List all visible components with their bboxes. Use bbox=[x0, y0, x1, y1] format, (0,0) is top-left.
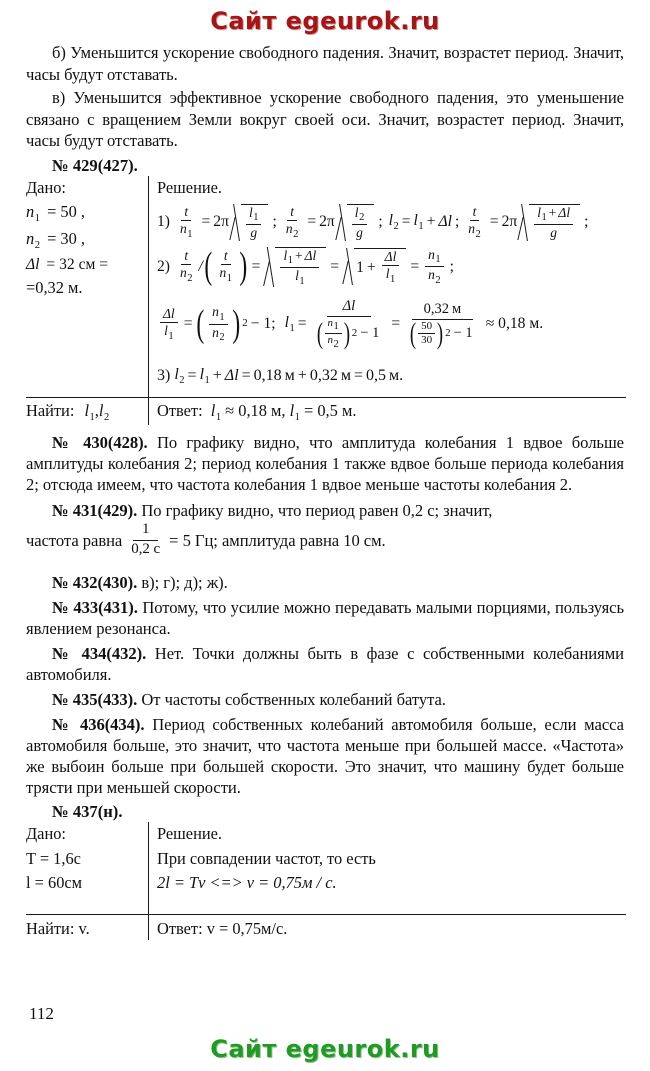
frac-num: $l_1 + \Delta l$ bbox=[280, 249, 319, 269]
semicolon-2: ; bbox=[378, 213, 383, 231]
frac-t-over-n2 bbox=[283, 205, 302, 240]
problem-432-paragraph bbox=[26, 572, 624, 593]
problem-433-text: Потому, что усилие можно передавать малыми порциями, пользуясь явлением резонанса. bbox=[26, 597, 624, 639]
frac-num: t bbox=[181, 205, 191, 221]
frac-num: n1 bbox=[325, 318, 342, 334]
sqrt-one-plus-dl-over-l1 bbox=[344, 248, 406, 285]
solution-label: Решение. bbox=[157, 824, 222, 844]
problem-429-answer-row bbox=[26, 398, 626, 426]
exponent-two: 2 bbox=[242, 317, 248, 330]
problem-437-table bbox=[26, 822, 626, 940]
problem-437-answer-row bbox=[26, 915, 626, 940]
frac-num: $l_2$ bbox=[352, 206, 368, 226]
sqrt-l1-over-g bbox=[231, 204, 269, 241]
given-label: Дано: bbox=[26, 178, 66, 198]
problem-431-formula-line bbox=[26, 522, 624, 558]
equals-sign: = bbox=[201, 213, 211, 231]
semicolon-1: ; bbox=[272, 213, 277, 231]
frac-den bbox=[406, 317, 479, 351]
given-n2-sub: 2 bbox=[34, 240, 40, 252]
problem-433 bbox=[26, 597, 624, 639]
problem-436 bbox=[26, 714, 624, 798]
problem-437-find-cell: Найти: v. bbox=[26, 918, 90, 938]
semicolon-4: ; bbox=[584, 213, 589, 231]
problem-429-solution-cell bbox=[148, 176, 626, 396]
given-item-n1 bbox=[26, 200, 144, 227]
problem-429-number: № 429(427). bbox=[52, 155, 138, 175]
l1-symbol: $l_1$ bbox=[413, 211, 424, 232]
step3-numeric-2: 0,32 bbox=[309, 366, 338, 384]
problem-430-paragraph bbox=[26, 432, 624, 495]
problem-437-main-row bbox=[26, 822, 626, 914]
unit-m: м bbox=[284, 366, 295, 384]
frac-num: t bbox=[181, 249, 191, 265]
problem-434-number: № 434(432). bbox=[52, 644, 147, 664]
paren-right: ) bbox=[239, 245, 248, 288]
step-3-label: 3) bbox=[157, 366, 171, 384]
frac-den: n2 bbox=[327, 334, 339, 350]
problem-434 bbox=[26, 643, 624, 685]
sqrt-l2-over-g bbox=[337, 204, 375, 241]
frac-den: $l_1$ bbox=[295, 268, 305, 287]
frac-n1-over-n2-b bbox=[209, 305, 228, 343]
frac-den: $n_2$ bbox=[428, 267, 441, 286]
paren-left: ( bbox=[204, 245, 213, 288]
frac-50-over-30 bbox=[418, 321, 435, 347]
frac-den: 0,2 с bbox=[131, 541, 161, 558]
solution-label: Решение. bbox=[157, 178, 222, 198]
equals-sign: = bbox=[353, 366, 363, 384]
frac-l1-over-g bbox=[246, 206, 262, 241]
problem-435 bbox=[26, 689, 624, 710]
problem-431-number: № 431(429). bbox=[52, 501, 138, 521]
frac-den: $n_1$ bbox=[180, 220, 193, 240]
given-item-dl-cont: =0,32 м. bbox=[26, 278, 83, 298]
problem-437-given-cell bbox=[26, 822, 148, 914]
frac-numeric bbox=[406, 300, 479, 351]
answer-value: $l_1 \approx 0,18$ м, $l_1 = 0,5$ м. bbox=[210, 400, 357, 423]
two-pi-3: 2π bbox=[501, 213, 518, 231]
problem-429-table bbox=[26, 176, 626, 425]
frac-one-over-period bbox=[128, 522, 163, 558]
frac-num: Δl bbox=[382, 250, 400, 266]
given-dl-symbol: Δl bbox=[26, 256, 40, 274]
radicand bbox=[347, 204, 375, 241]
frac-t-over-n1 bbox=[177, 205, 196, 240]
problem-429-given-cell bbox=[26, 176, 148, 396]
paragraph-v-text: в) Уменьшится эффективное ускорение свободного падения, это уменьшение связано с вращением Земли вокруг своей оси. Значит, возрастет период. Значит, часы будут отставать. bbox=[26, 88, 624, 151]
frac-den: $n_1$ bbox=[219, 265, 232, 285]
problem-436-number: № 436(434). bbox=[52, 715, 145, 735]
equals-sign: = bbox=[183, 315, 193, 333]
given-dl-value: = 32 см = bbox=[46, 256, 109, 274]
frac-num: 1 bbox=[133, 522, 158, 541]
frac-den: $n_2$ bbox=[468, 220, 481, 240]
watermark-top: Сайт egeurok.ru bbox=[210, 7, 440, 35]
page-number: 112 bbox=[29, 1004, 54, 1023]
equals-sign: = bbox=[410, 257, 420, 275]
given-n1-symbol: n bbox=[26, 201, 35, 221]
problem-433-number: № 433(431). bbox=[52, 597, 138, 617]
frac-den: 30 bbox=[421, 334, 433, 347]
problem-437-number: № 437(н). bbox=[52, 801, 123, 821]
problem-436-paragraph bbox=[26, 714, 624, 798]
sqrt-l1-plus-dl-over-g bbox=[519, 204, 580, 241]
problem-429-main-row bbox=[26, 176, 626, 396]
frac-dl-over-expr bbox=[313, 299, 386, 350]
radical-sign bbox=[337, 204, 347, 241]
problem-434-paragraph bbox=[26, 643, 624, 685]
delta-l-symbol: Δl bbox=[438, 213, 452, 231]
equals-sign: = bbox=[307, 213, 317, 231]
given-spacer bbox=[26, 896, 144, 914]
sqrt-l1dl-over-l1 bbox=[265, 247, 326, 287]
solution-spacer bbox=[157, 896, 626, 914]
frac-den: $l_1$ bbox=[164, 323, 174, 342]
equals-sign: = bbox=[391, 315, 401, 333]
problem-437-answer-cell: Ответ: v = 0,75м/с. bbox=[148, 915, 626, 940]
paren-right: ) bbox=[343, 317, 350, 351]
problem-432 bbox=[26, 572, 624, 593]
frac-den: $n_2$ bbox=[212, 324, 225, 344]
l1-symbol-c: $l_1$ bbox=[199, 365, 210, 386]
footer bbox=[0, 1037, 650, 1061]
minus-one: − 1; bbox=[250, 315, 276, 333]
l1-symbol-b: $l_1$ bbox=[284, 313, 295, 334]
problem-429-find-cell bbox=[26, 398, 148, 426]
watermark-bottom: Сайт egeurok.ru bbox=[210, 1035, 440, 1063]
frac-den: g bbox=[250, 225, 258, 241]
paragraph-b-text: б) Уменьшится ускорение свободного падения. Значит, возрастет период. Значит, часы будут отставать. bbox=[26, 43, 624, 84]
two-pi-2: 2π bbox=[319, 213, 335, 231]
given-n2-symbol: n bbox=[26, 228, 35, 248]
frac-t-over-n2-b bbox=[465, 205, 484, 240]
frac-den: g bbox=[356, 225, 363, 241]
problem-429-step-2b bbox=[157, 299, 626, 350]
frac-l1dl-over-l1 bbox=[280, 249, 319, 287]
problem-431 bbox=[26, 500, 624, 558]
radical-sign bbox=[231, 204, 241, 241]
paren-right: ) bbox=[437, 317, 444, 351]
paren-t-over-n1 bbox=[203, 245, 249, 288]
unit-m: м bbox=[340, 366, 351, 384]
frac-num: t bbox=[221, 249, 231, 265]
plus-sign: + bbox=[297, 366, 307, 384]
frac-l2-over-g bbox=[352, 206, 368, 241]
problem-436-text: Период собственных колебаний автомобиля больше, если масса автомобиля больше, это значит, что частота меньше при большей массе. «Частота» же выбоин больше при большей скорости. Это значит, что машину будет больше трясти при меньшей скорости. bbox=[26, 715, 624, 798]
equals-sign: = bbox=[241, 366, 251, 384]
semicolon-5: ; bbox=[449, 257, 454, 275]
delta-l-symbol-b: Δl bbox=[224, 366, 239, 384]
frac-num: t bbox=[470, 205, 480, 221]
equals-sign: = bbox=[330, 257, 340, 275]
radicand bbox=[529, 204, 580, 241]
radical-sign bbox=[265, 247, 275, 287]
frac-den bbox=[313, 317, 386, 349]
frac-num: $l_1 + \Delta l$ bbox=[534, 206, 573, 226]
given-label: Дано: bbox=[26, 824, 66, 844]
radical-sign bbox=[519, 204, 529, 241]
frac-num: Δl bbox=[327, 299, 372, 317]
problem-429-step-2 bbox=[157, 247, 626, 287]
given-item-T: T = 1,6с bbox=[26, 848, 81, 868]
problem-429-step-3 bbox=[157, 364, 626, 389]
radicand bbox=[241, 204, 269, 241]
minus-one-plain: − 1 bbox=[453, 325, 473, 342]
problem-434-text: Нет. Точки должны быть в фазе с собственными колебаниями автомобиля. bbox=[26, 644, 624, 685]
equals-sign: = bbox=[489, 213, 499, 231]
radicand bbox=[275, 247, 326, 287]
problem-431-line2-start: частота равна bbox=[26, 530, 123, 550]
given-item-n2 bbox=[26, 227, 144, 254]
equals-sign: = bbox=[401, 213, 411, 231]
frac-den: $n_2$ bbox=[180, 265, 193, 285]
semicolon-3: ; bbox=[454, 213, 460, 231]
l2-symbol: $l_2$ bbox=[388, 211, 399, 232]
problem-430-text: По графику видно, что амплитуда колебания 1 вдвое больше амплитуды колебания 2; период колебания 1 также вдвое больше периода колебания 2; отсюда имеем, что частота колебания 1 вдвое меньше частоты колебания 2. bbox=[26, 433, 624, 495]
problem-430-number: № 430(428). bbox=[52, 433, 148, 453]
slash-sign: / bbox=[198, 257, 203, 275]
given-item-dl bbox=[26, 254, 144, 276]
frac-n1-over-n2-c bbox=[325, 318, 342, 349]
frac-num: t bbox=[287, 205, 297, 221]
paragraph-b bbox=[26, 42, 624, 85]
given-n1-value: = 50 , bbox=[47, 201, 85, 221]
frac-num: 50 bbox=[418, 321, 435, 335]
paren-right: ) bbox=[232, 302, 240, 345]
frac-num: Δl bbox=[160, 307, 178, 323]
problem-437-solution-line-1: При совпадении частот, то есть bbox=[157, 848, 376, 868]
minus-one-plain: − 1 bbox=[360, 325, 380, 342]
problem-437-solution-line-2: 2l = Tv <=> v = 0,75м / с. bbox=[157, 873, 337, 893]
equals-sign: = bbox=[297, 315, 307, 333]
problem-433-paragraph bbox=[26, 597, 624, 639]
exponent-two: 2 bbox=[445, 327, 451, 340]
plus-sign: + bbox=[426, 213, 436, 231]
frac-den: g bbox=[550, 225, 558, 241]
step-1-label: 1) bbox=[157, 213, 170, 231]
frac-num: $n_1$ bbox=[209, 305, 228, 325]
equals-sign: = bbox=[251, 257, 261, 275]
step-2-label: 2) bbox=[157, 257, 170, 275]
paren-n1-over-n2-c bbox=[316, 318, 351, 349]
exponent-two: 2 bbox=[351, 327, 358, 340]
problem-431-text-after: = 5 Гц; амплитуда равна 10 см. bbox=[169, 530, 386, 550]
frac-num: $l_1$ bbox=[246, 206, 262, 226]
problem-429-answer-cell bbox=[148, 398, 626, 426]
frac-l1dl-over-g bbox=[534, 206, 573, 241]
radicand bbox=[354, 248, 406, 285]
one-literal: 1 bbox=[356, 258, 364, 276]
problem-437-solution-cell bbox=[148, 822, 626, 914]
step3-expression: $l_2$ bbox=[174, 365, 185, 386]
step3-final: 0,5 bbox=[365, 366, 386, 384]
step3-numeric: 0,18 bbox=[253, 366, 282, 384]
problem-431-text-before: По графику видно, что период равен 0,2 с; значит, bbox=[141, 501, 493, 521]
frac-num: $n_1$ bbox=[425, 248, 444, 268]
frac-dl-over-l1-b bbox=[160, 307, 178, 342]
frac-den: $l_1$ bbox=[385, 266, 396, 286]
problem-430 bbox=[26, 432, 624, 495]
result-approx: ≈ 0,18 м. bbox=[485, 315, 544, 333]
unit-m: м. bbox=[388, 366, 404, 384]
plus-sign: + bbox=[366, 258, 376, 276]
equals-sign: = bbox=[187, 366, 197, 384]
problem-432-number: № 432(430). bbox=[52, 572, 138, 592]
answer-label: Ответ: bbox=[157, 400, 203, 420]
given-n2-value: = 30 , bbox=[47, 228, 85, 248]
paren-left: ( bbox=[410, 317, 417, 351]
frac-n1-over-n2 bbox=[425, 248, 444, 286]
frac-t-over-n1-b bbox=[217, 249, 236, 284]
two-pi-1: 2π bbox=[213, 213, 229, 231]
plus-sign: + bbox=[212, 366, 222, 384]
problem-435-text: От частоты собственных колебаний батута. bbox=[141, 690, 446, 710]
paren-n1-over-n2 bbox=[195, 302, 241, 345]
frac-dl-over-l1 bbox=[382, 250, 400, 285]
paren-left: ( bbox=[316, 317, 323, 351]
numeric-0-32: 0,32 bbox=[423, 300, 449, 317]
unit-m: м bbox=[452, 300, 462, 317]
radical-sign bbox=[344, 248, 354, 285]
paragraph-v bbox=[26, 87, 624, 152]
find-label: Найти: bbox=[26, 400, 75, 420]
given-item-l: l = 60см bbox=[26, 873, 83, 893]
problem-431-paragraph bbox=[26, 500, 624, 521]
given-n1-sub: 1 bbox=[34, 212, 40, 224]
problem-435-number: № 435(433). bbox=[52, 690, 138, 710]
paren-50-over-30 bbox=[409, 317, 444, 351]
frac-den: $n_2$ bbox=[285, 220, 299, 240]
problem-435-paragraph bbox=[26, 689, 624, 710]
paren-left: ( bbox=[196, 302, 205, 345]
frac-t-over-n2-c bbox=[177, 249, 196, 284]
problem-432-text: в); г); д); ж). bbox=[141, 572, 228, 592]
problem-429-step-1 bbox=[157, 204, 626, 241]
find-value: $l_1,l_2$ bbox=[84, 400, 110, 423]
